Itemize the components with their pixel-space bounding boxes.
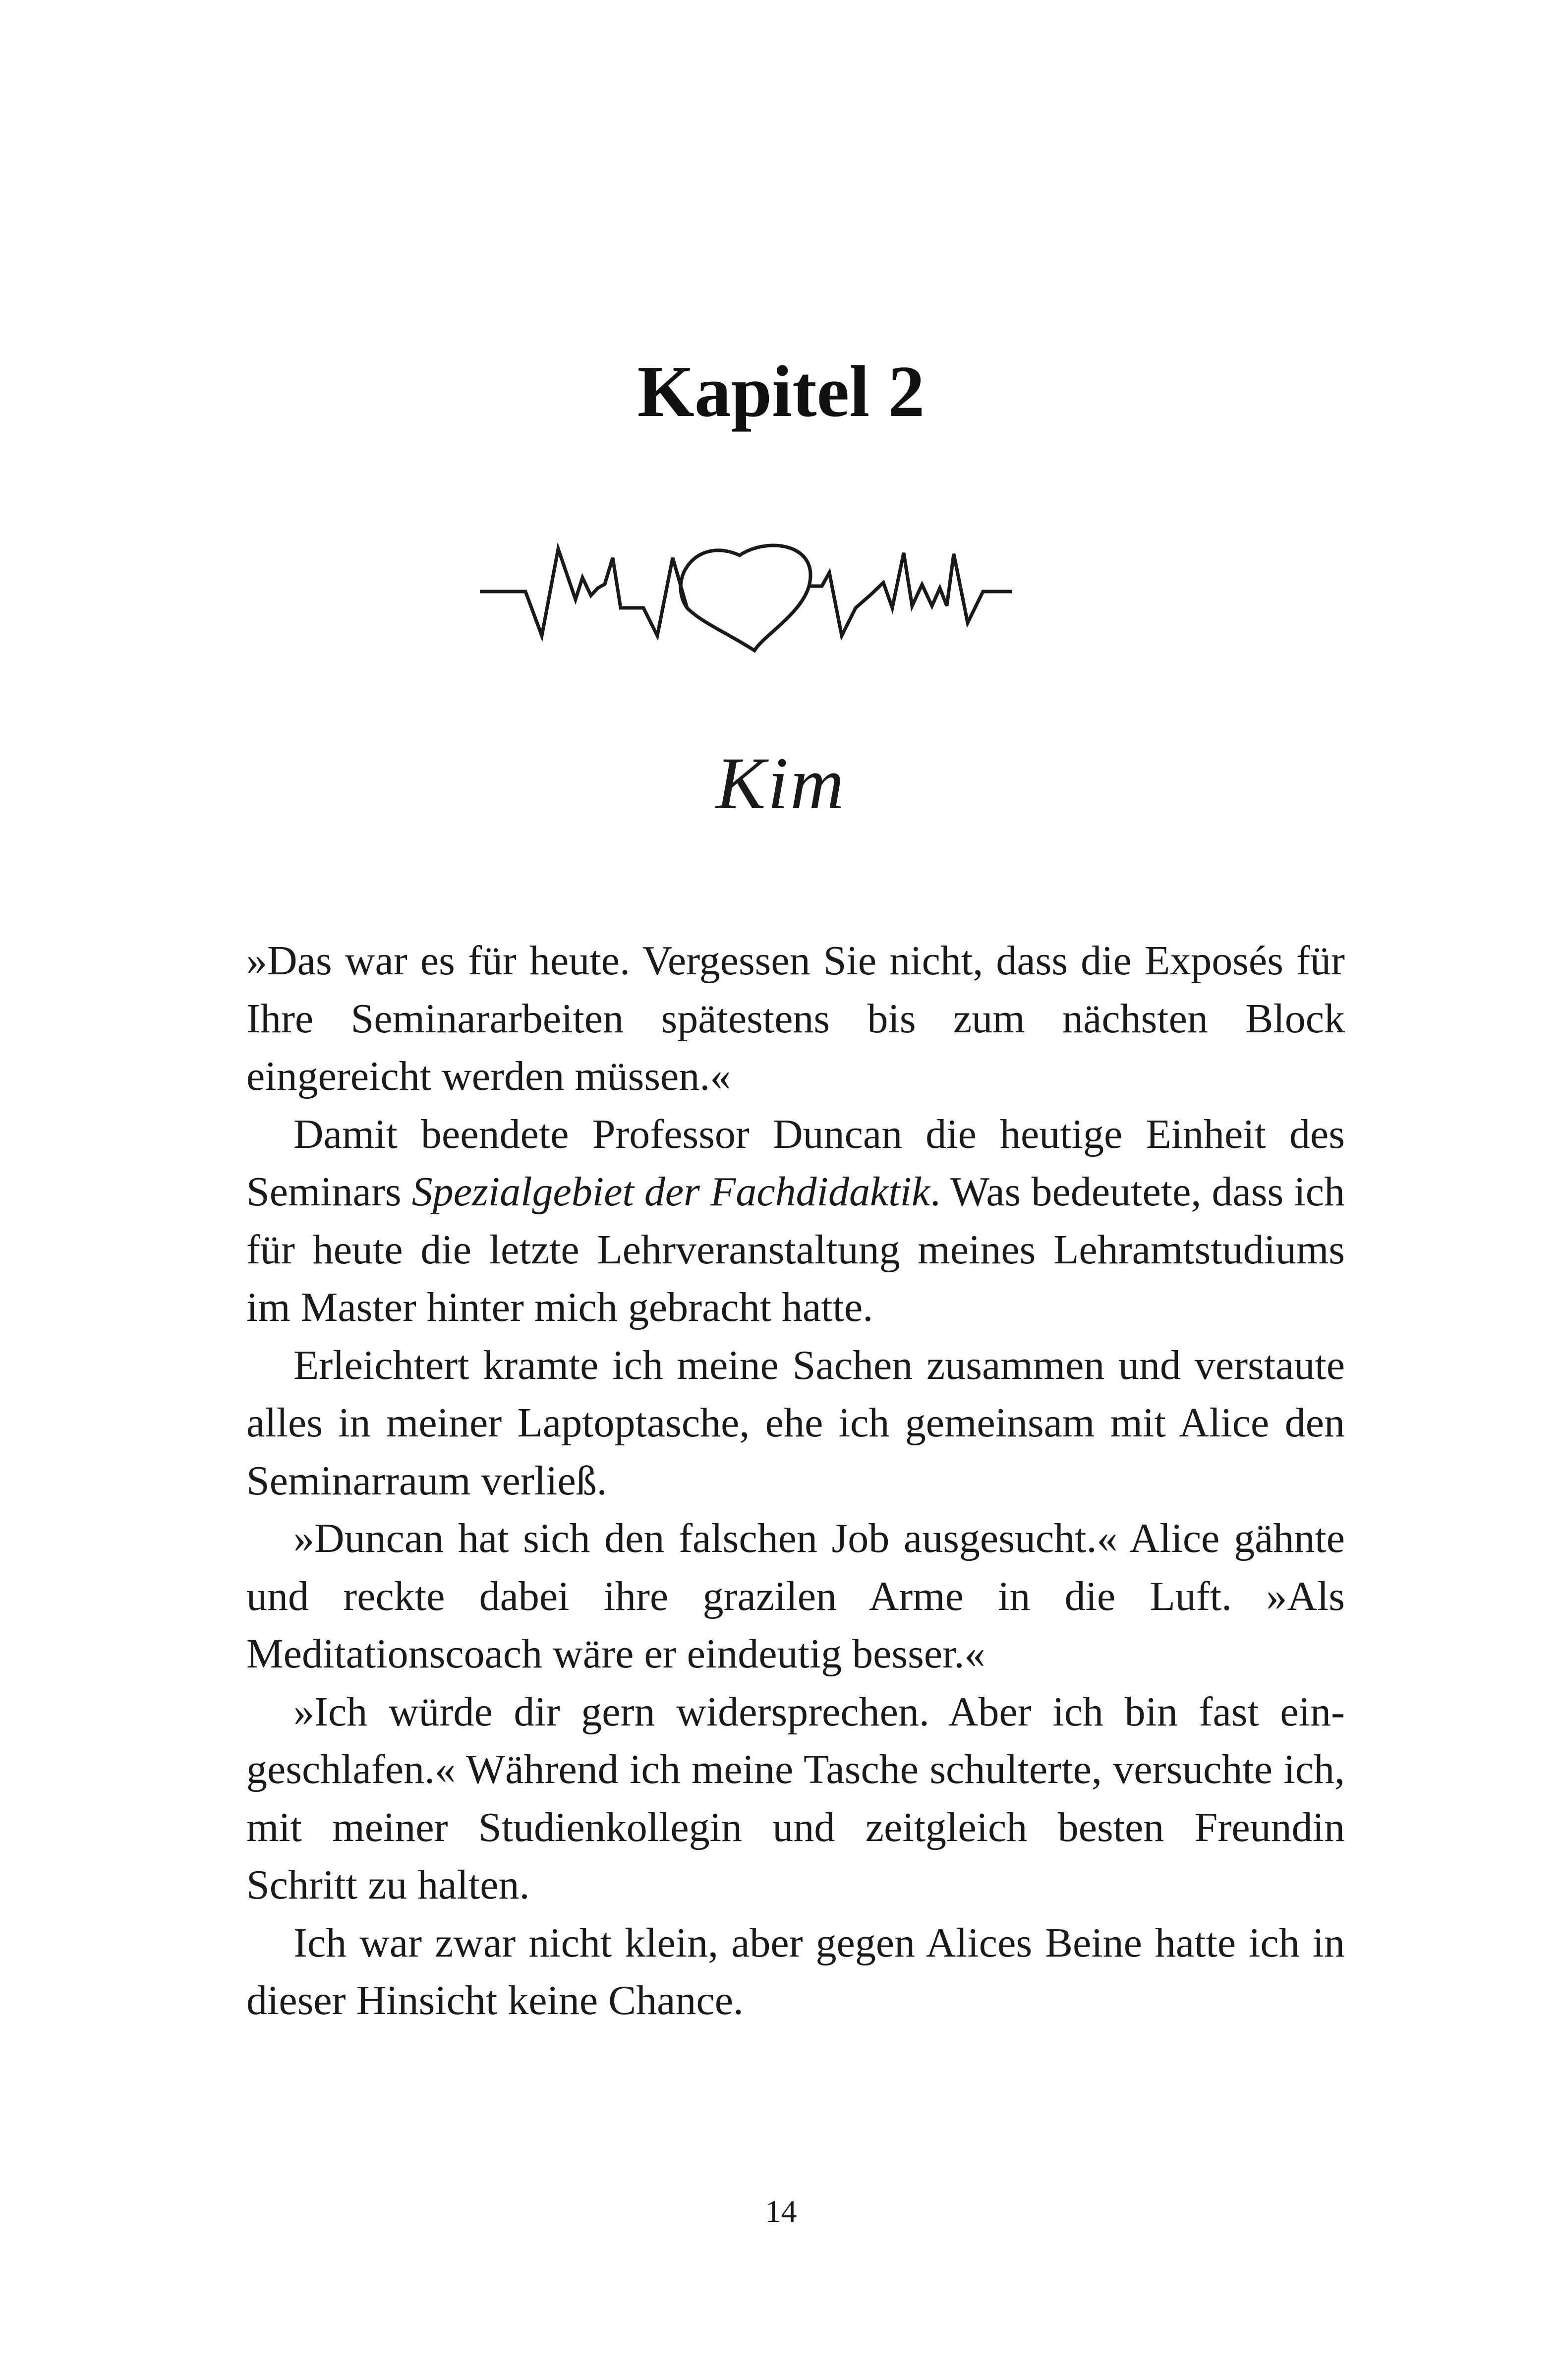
paragraph: »Duncan hat sich den falschen Job ausgesucht.« Alice gähnte und reckte dabei ihre grazilen Arme in die Luft. »Als Meditationscoach wäre er eindeutig besser.« [246, 1515, 1345, 1677]
paragraph: Ich war zwar nicht klein, aber gegen Alices Beine hatte ich in dieser Hinsicht keine Chance. [246, 1919, 1345, 2023]
paragraph-text: Damit beendete Professor Duncan die heutige Einheit des Seminars [246, 1111, 1345, 1215]
paragraph [246, 1106, 1345, 1337]
page-number: 14 [765, 2194, 797, 2229]
paragraph: »Das war es für heute. Vergessen Sie nicht, dass die Exposés für Ihre Seminararbeiten spätestens bis zum nächsten Block eingereicht werden müssen.« [246, 938, 1345, 1099]
heartbeat-heart-icon [480, 526, 1104, 674]
seminar-title: Spezialgebiet der Fachdidaktik [411, 1169, 930, 1215]
narrator-name: Kim [716, 742, 846, 825]
paragraph-text: . Was bedeutete, dass ich für heute die letzte Lehrveranstaltung meines Lehramtstudiums im Master hinter mich gebracht hatte. [246, 1169, 1345, 1330]
chapter-title: Kapitel 2 [637, 351, 925, 432]
paragraph: »Ich würde dir gern widersprechen. Aber ich bin fast eingeschlafen.« Während ich meine Tasche schulterte, versuchte ich, mit meiner Studienkollegin und zeitgleich besten Freundin Schritt zu halten. [246, 1688, 1345, 1908]
paragraph: Erleichtert kramte ich meine Sachen zusammen und verstaute alles in meiner Laptoptasche, ehe ich gemeinsam mit Alice den Seminarraum verließ. [246, 1342, 1345, 1504]
chapter-body [246, 932, 1345, 2030]
